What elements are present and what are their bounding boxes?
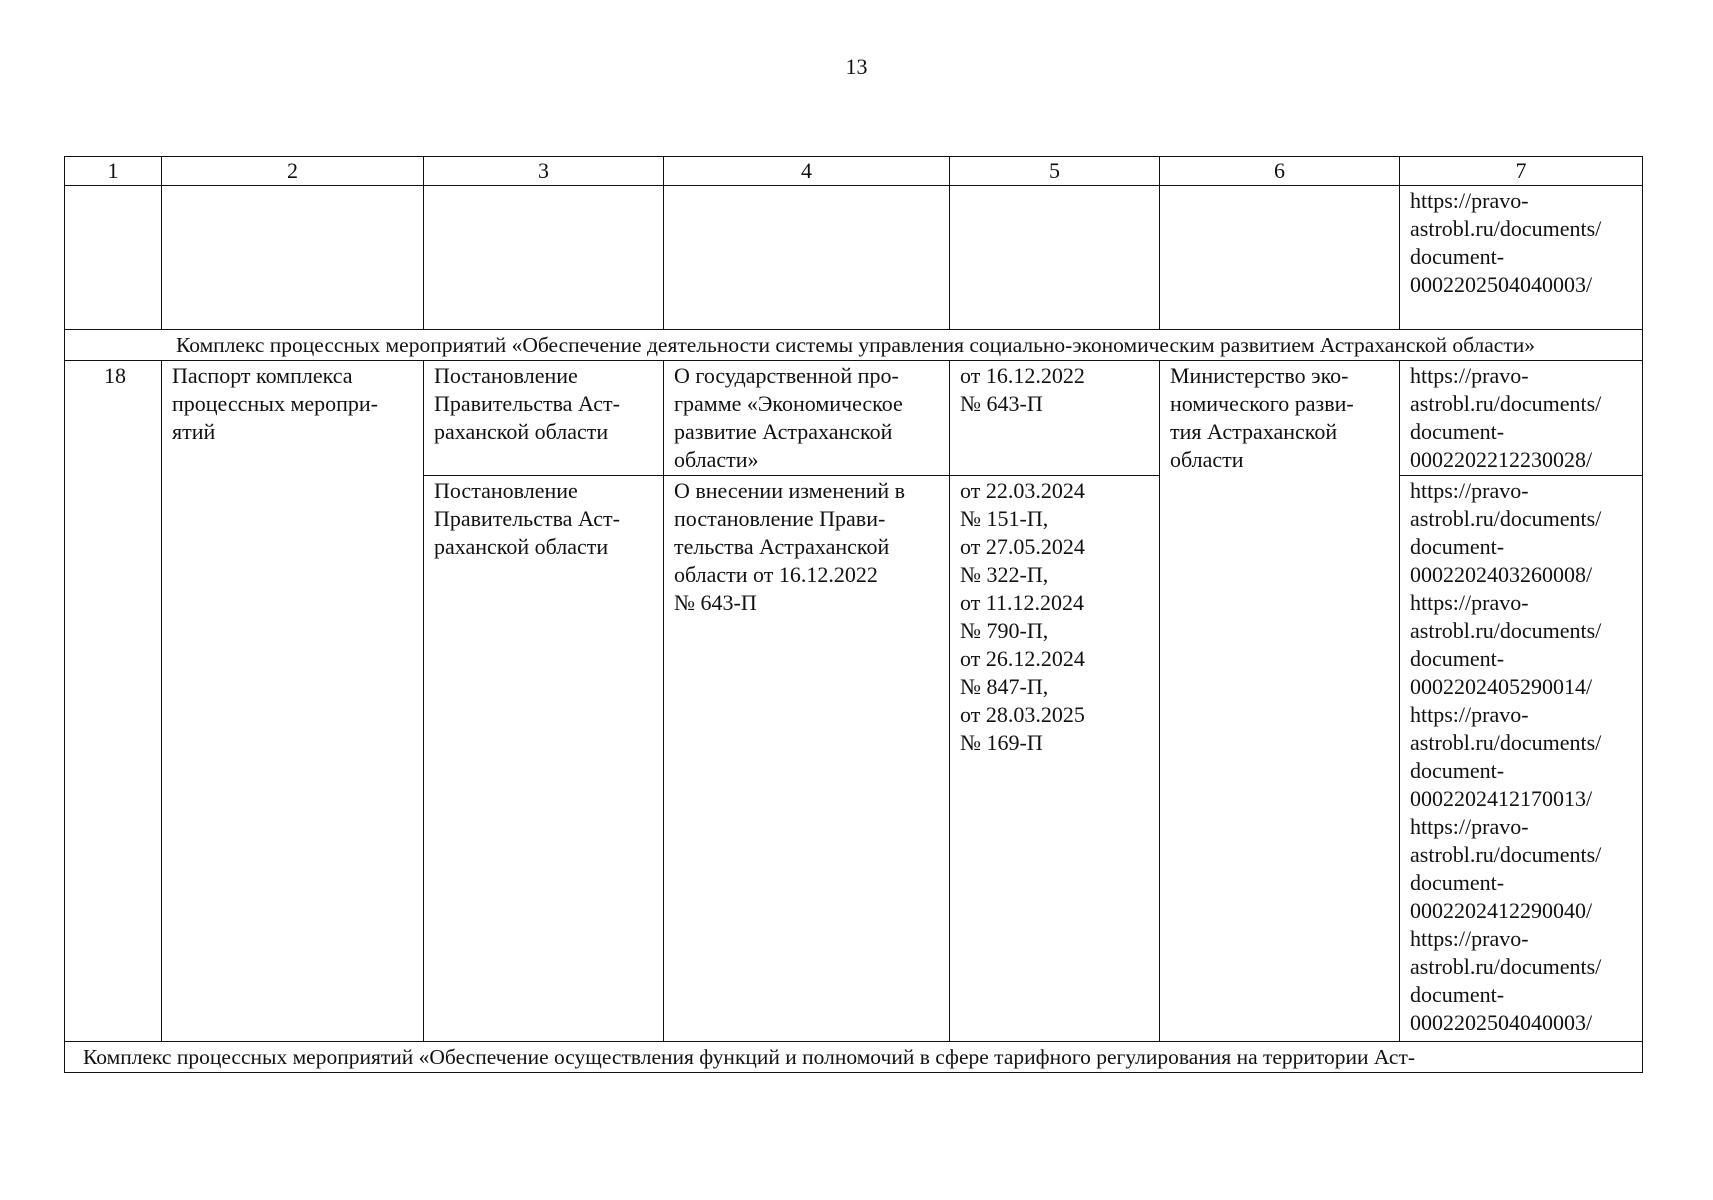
act-dates: от 22.03.2024 № 151-П, от 27.05.2024 № 322-П, от 11.12.2024 № 790-П, от 26.12.2024 № 847-П, от 28.03.2025 № 169-П [950,476,1160,1042]
header-col-7: 7 [1400,157,1643,186]
header-col-4: 4 [664,157,950,186]
header-col-3: 3 [424,157,664,186]
act-title: О внесении изменений в постановление Прави- тельства Астраханской области от 16.12.2022 № 643-П [664,476,950,1042]
responsible-body: Министерство эко- номического разви- тия Астраханской области [1160,361,1400,1042]
document-name: Паспорт комплекса процессных меропри- ятий [162,361,424,1042]
section-row-2 [65,1042,1643,1073]
header-row [65,157,1643,186]
header-col-5: 5 [950,157,1160,186]
continuation-row [65,186,1643,330]
section-title-1: Комплекс процессных мероприятий «Обеспечение деятельности системы управления социально-экономическим развитием Астраханской области» [65,330,1643,361]
header-col-6: 6 [1160,157,1400,186]
section-title-2: Комплекс процессных мероприятий «Обеспечение осуществления функций и полномочий в сфере тарифного регулирования на территории Аст- [65,1042,1643,1073]
act-dates: от 16.12.2022 № 643-П [950,361,1160,476]
continuation-link: https://pravo- astrobl.ru/documents/ document- 0002202504040003/ [1400,186,1643,330]
act-type: Постановление Правительства Аст- раханской области [424,476,664,1042]
act-type: Постановление Правительства Аст- раханской области [424,361,664,476]
header-col-1: 1 [65,157,162,186]
table-row-18a [65,361,1643,476]
act-links: https://pravo- astrobl.ru/documents/ document- 0002202403260008/ https://pravo- astrobl.ru/documents/ document- 0002202405290014/ https://pravo- astrobl.ru/documents/ document- 0002202412170013/ https://pravo- astrobl.ru/documents/ document- 0002202412290040/ https://pravo- astrobl.ru/documents/ document- 0002202504040003/ [1400,476,1643,1042]
documents-table [64,156,1643,1073]
row-number: 18 [65,361,162,1042]
act-links: https://pravo- astrobl.ru/documents/ document- 0002202212230028/ [1400,361,1643,476]
section-row-1 [65,330,1643,361]
page-number: 13 [845,54,868,79]
header-col-2: 2 [162,157,424,186]
act-title: О государственной про- грамме «Экономическое развитие Астраханской области» [664,361,950,476]
